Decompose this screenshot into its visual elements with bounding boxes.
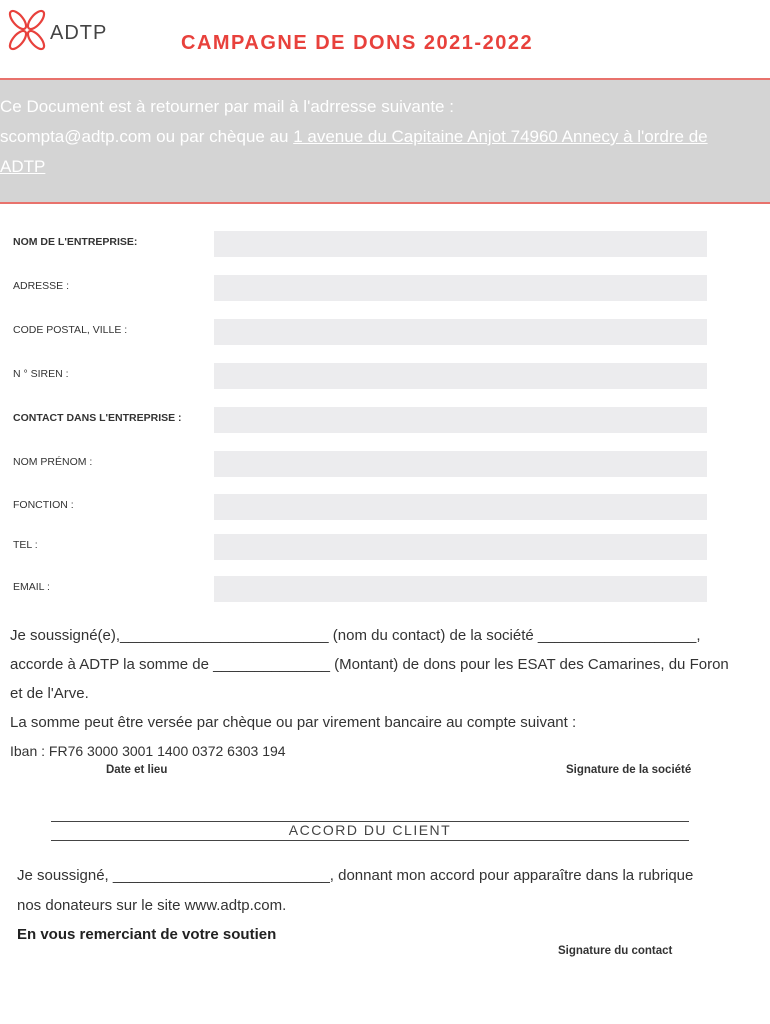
- logo-text: ADTP: [50, 22, 108, 44]
- siren-input[interactable]: [214, 363, 707, 389]
- postal-city-input[interactable]: [214, 319, 707, 345]
- banner-email-text: scompta@adtp.com ou par chèque au: [0, 127, 294, 146]
- field-row-email: [0, 576, 770, 602]
- banner-line-3: [0, 157, 45, 177]
- email-input[interactable]: [214, 576, 707, 602]
- accord-section-title: ACCORD DU CLIENT: [288, 822, 452, 838]
- declaration-line-3: et de l'Arve.: [10, 685, 89, 702]
- iban-text: Iban : FR76 3000 3001 1400 0372 6303 194: [10, 743, 286, 759]
- field-label: N ° SIREN :: [13, 368, 69, 380]
- field-label: EMAIL :: [13, 581, 50, 593]
- field-label: NOM PRÉNOM :: [13, 456, 93, 468]
- field-row-contact: [0, 407, 770, 433]
- field-label: CONTACT DANS L'ENTREPRISE :: [13, 412, 182, 424]
- function-input[interactable]: [214, 494, 707, 520]
- full-name-input[interactable]: [214, 451, 707, 477]
- field-label: TEL :: [13, 539, 38, 551]
- tel-input[interactable]: [214, 534, 707, 560]
- address-link[interactable]: 1 avenue du Capitaine Anjot 74960 Annecy à l'ordre de: [293, 127, 708, 146]
- declaration-line-1: Je soussigné(e),_________________________ (nom du contact) de la société ___________________,: [10, 627, 701, 644]
- field-row-full-name: [0, 451, 770, 477]
- date-place-label: Date et lieu: [106, 764, 168, 776]
- field-label: NOM DE L'ENTREPRISE:: [13, 236, 138, 248]
- contact-signature-label: Signature du contact: [558, 945, 673, 957]
- field-row-postal-city: [0, 319, 770, 345]
- adtp-logo: [6, 8, 126, 54]
- thanks-text: En vous remerciant de votre soutien: [17, 926, 277, 943]
- accord-line-1: Je soussigné, __________________________, donnant mon accord pour apparaître dans la rubrique: [17, 867, 694, 884]
- instructions-banner: [0, 78, 770, 204]
- field-row-function: [0, 494, 770, 520]
- field-label: ADRESSE :: [13, 280, 70, 292]
- address-input[interactable]: [214, 275, 707, 301]
- company-name-input[interactable]: [214, 231, 707, 257]
- field-label: CODE POSTAL, VILLE :: [13, 324, 128, 336]
- field-row-siren: [0, 363, 770, 389]
- field-row-address: [0, 275, 770, 301]
- banner-line-2: [0, 127, 708, 147]
- company-signature-label: Signature de la société: [566, 764, 692, 776]
- field-row-company-name: [0, 231, 770, 257]
- page-title: CAMPAGNE DE DONS 2021-2022: [181, 32, 534, 54]
- address-link-continued[interactable]: ADTP: [0, 157, 46, 176]
- declaration-line-2: accorde à ADTP la somme de ______________ (Montant) de dons pour les ESAT des Camarines, du Foron: [10, 656, 729, 673]
- field-label: FONCTION :: [13, 499, 74, 511]
- accord-line-2: nos donateurs sur le site www.adtp.com.: [17, 897, 287, 914]
- contact-input[interactable]: [214, 407, 707, 433]
- banner-line-1: Ce Document est à retourner par mail à l'adrresse suivante :: [0, 97, 454, 116]
- section-divider-bottom: [51, 840, 689, 841]
- declaration-line-4: La somme peut être versée par chèque ou par virement bancaire au compte suivant :: [10, 714, 577, 731]
- field-row-tel: [0, 534, 770, 560]
- flower-logo-icon: [6, 8, 50, 54]
